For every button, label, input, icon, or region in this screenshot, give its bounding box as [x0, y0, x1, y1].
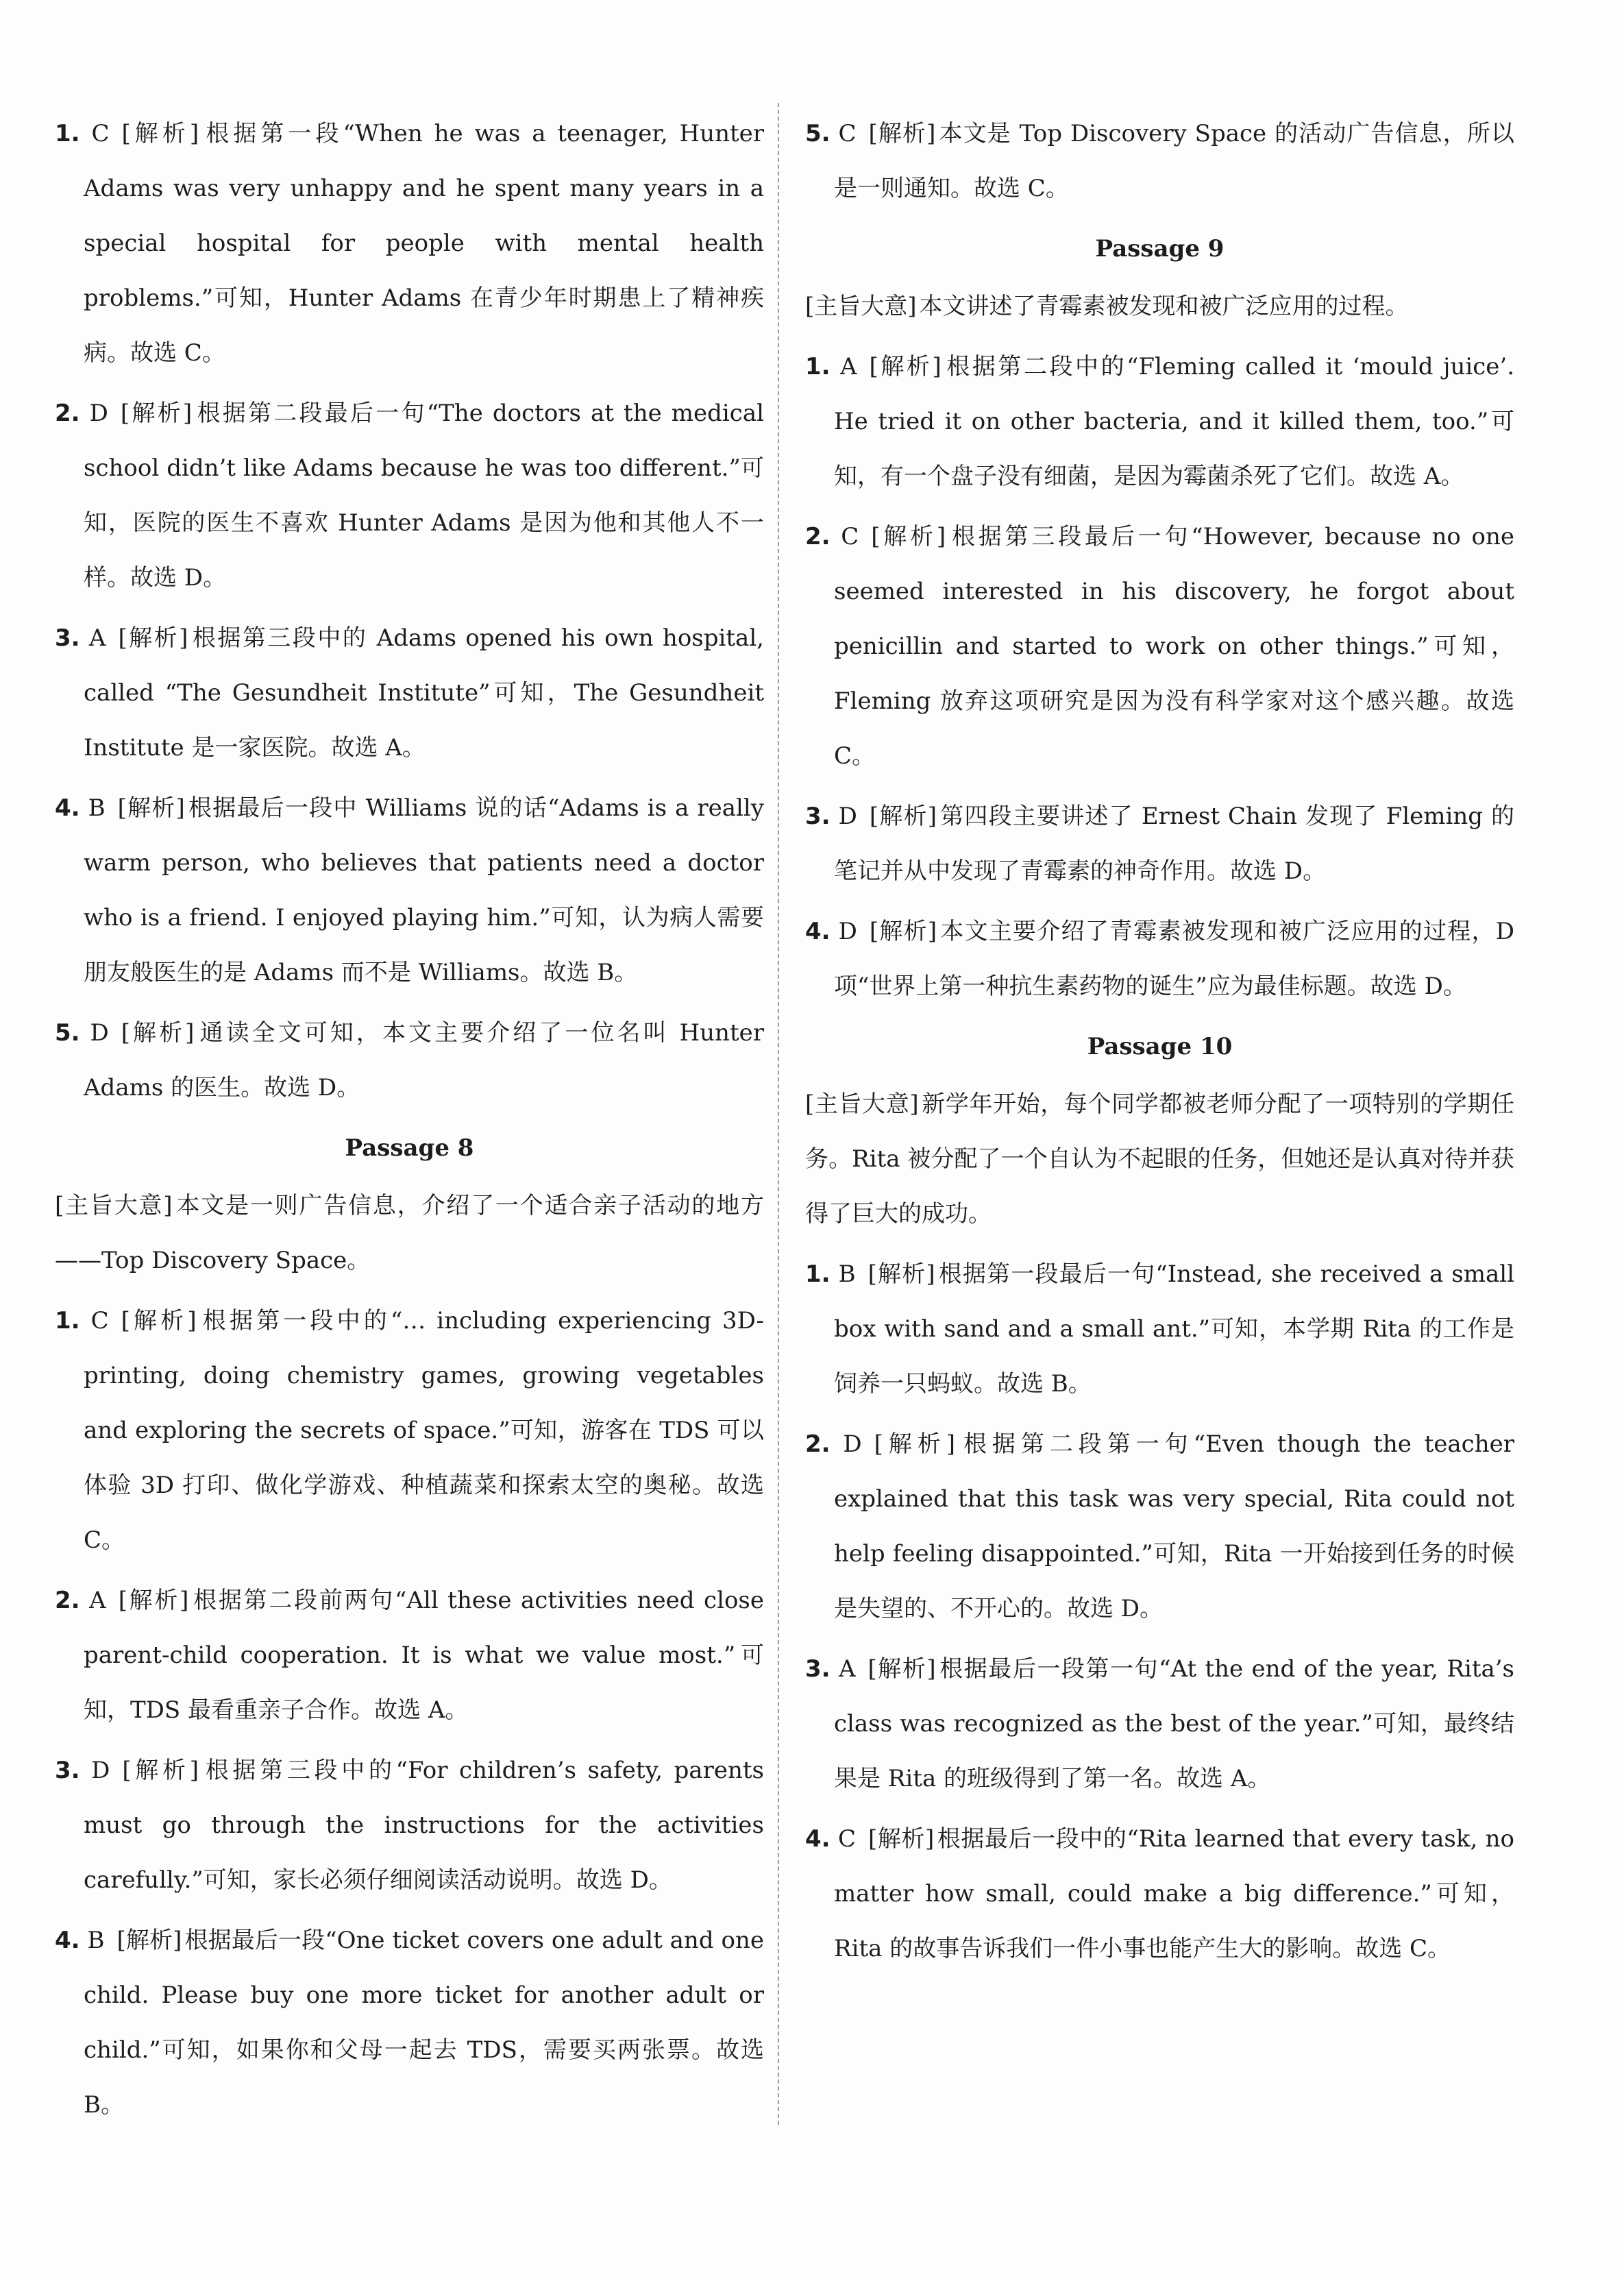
item-number: 4. [805, 918, 831, 945]
summary-tag: [主旨大意] [805, 1090, 919, 1118]
p9-item-3 [805, 789, 1514, 899]
p9-item-1 [805, 339, 1514, 504]
item-number: 4. [805, 1825, 831, 1853]
item-answer: A [89, 1587, 106, 1614]
item-answer: D [838, 918, 857, 945]
item-answer: B [838, 1260, 856, 1288]
analysis-tag: [解析] [122, 1757, 199, 1784]
summary-text: 本文讲述了青霉素被发现和被广泛应用的过程。 [919, 293, 1409, 320]
item-text: 根据最后一段中的“Rita learned that every task, no matter how small, could make a big difference.”可知，Rita 的故事告诉我们一件小事也能产生大的影响。故选 C。 [834, 1825, 1515, 1962]
item-number: 3. [805, 1655, 831, 1683]
p10-item-3 [805, 1642, 1514, 1806]
p8-item-4 [55, 1913, 764, 2132]
item-number: 3. [55, 624, 80, 652]
p7-item-5 [55, 1006, 764, 1115]
item-number: 1. [805, 353, 831, 380]
passage-8-heading: Passage 8 [345, 1134, 474, 1162]
item-text: 根据第一段“When he was a teenager, Hunter Adams was very unhappy and he spent many years in a special hospital for people with mental health problems.”可知，Hunter Adams 在青少年时期患上了精神疾病。故选 C。 [84, 120, 764, 367]
item-number: 2. [55, 400, 80, 427]
item-answer: A [839, 353, 857, 380]
analysis-tag: [解析] [121, 1307, 197, 1335]
item-answer: A [88, 624, 106, 652]
p7-item-2 [55, 386, 764, 605]
summary-tag: [主旨大意] [805, 293, 917, 320]
analysis-tag: [解析] [868, 1825, 935, 1853]
passage-9-heading: Passage 9 [1095, 235, 1225, 263]
item-number: 2. [55, 1587, 80, 1614]
p10-item-1 [805, 1247, 1514, 1411]
item-number: 1. [55, 1307, 80, 1335]
passage-10-heading: Passage 10 [1087, 1033, 1233, 1060]
analysis-tag: [解析] [869, 803, 937, 830]
p9-item-2 [805, 509, 1514, 783]
p8-item-1 [55, 1293, 764, 1568]
analysis-tag: [解析] [868, 1260, 935, 1288]
item-text: 根据最后一段中 Williams 说的话“Adams is a really warm person, who believes that patients need a doctor who is a friend. I enjoyed playing him.”可知，认为病人需要朋友般医生的是 Adams 而不是 Williams。故选 B。 [84, 794, 764, 986]
right-column [805, 106, 1514, 1982]
item-text: 第四段主要讲述了 Ernest Chain 发现了 Fleming 的笔记并从中发现了青霉素的神奇作用。故选 D。 [834, 803, 1514, 885]
item-answer: D [843, 1430, 862, 1458]
item-text: 通读全文可知，本文主要介绍了一位名叫 Hunter Adams 的医生。故选 D。 [84, 1019, 764, 1101]
p7-item-4 [55, 781, 764, 1000]
analysis-tag: [解析] [871, 523, 946, 550]
item-answer: A [838, 1655, 856, 1683]
p8-summary [55, 1178, 764, 1288]
p7-item-3 [55, 611, 764, 775]
p10-summary [805, 1077, 1514, 1241]
analysis-tag: [解析] [121, 120, 199, 147]
item-text: 根据第二段最后一句“The doctors at the medical school didn’t like Adams because he was too different.”可知，医院的医生不喜欢 Hunter Adams 是因为他和其他人不一样。故选 D。 [84, 400, 764, 592]
analysis-tag: [解析] [118, 624, 188, 652]
item-number: 4. [55, 794, 80, 822]
analysis-tag: [解析] [868, 120, 936, 147]
analysis-tag: [解析] [874, 1430, 956, 1458]
item-text: 根据第二段中的“Fleming called it ‘mould juice’. He tried it on other bacteria, and it killed them, too.”可知，有一个盘子没有细菌，是因为霉菌杀死了它们。故选 A。 [834, 353, 1515, 490]
item-text: 根据第三段最后一句“However, because no one seemed interested in his discovery, he forgot about penicillin and started to work on other things.”可知，Fleming 放弃这项研究是因为没有科学家对这个感兴趣。故选 C。 [834, 523, 1514, 770]
analysis-tag: [解析] [120, 400, 193, 427]
p7-item-1 [55, 106, 764, 380]
item-number: 1. [55, 120, 80, 147]
item-text: 根据最后一段“One ticket covers one adult and one child. Please buy one more ticket for another adult or child.”可知，如果你和父母一起去 TDS，需要买两张票。故选 B。 [84, 1927, 765, 2119]
item-answer: C [841, 523, 859, 550]
item-text: 本文主要介绍了青霉素被发现和被广泛应用的过程，D 项“世界上第一种抗生素药物的诞生”应为最佳标题。故选 D。 [834, 918, 1514, 1000]
item-number: 3. [55, 1757, 80, 1784]
item-number: 4. [55, 1927, 80, 1954]
analysis-tag: [解析] [869, 918, 937, 945]
summary-text: 本文是一则广告信息，介绍了一个适合亲子活动的地方——Top Discovery Space。 [55, 1192, 764, 1274]
item-answer: D [838, 803, 857, 830]
analysis-tag: [解析] [118, 1587, 189, 1614]
item-text: 根据第一段最后一句“Instead, she received a small box with sand and a small ant.”可知，本学期 Rita 的工作是饲养一只蚂蚁。故选 B。 [834, 1260, 1515, 1398]
p8-item-5 [805, 106, 1514, 216]
item-answer: C [838, 120, 857, 147]
analysis-tag: [解析] [117, 794, 185, 822]
item-number: 1. [805, 1260, 831, 1288]
item-text: 根据第一段中的“… including experiencing 3D-printing, doing chemistry games, growing vegetables and exploring the secrets of space.”可知，游客在 TDS 可以体验 3D 打印、做化学游戏、种植蔬菜和探索太空的奥秘。故选 C。 [84, 1307, 765, 1554]
analysis-tag: [解析] [121, 1019, 195, 1047]
item-text: 根据第三段中的 Adams opened his own hospital, called “The Gesundheit Institute”可知，The Gesundheit Institute 是一家医院。故选 A。 [84, 624, 764, 761]
item-answer: C [837, 1825, 856, 1853]
item-number: 5. [55, 1019, 80, 1047]
p10-item-4 [805, 1812, 1514, 1976]
item-answer: D [91, 1757, 110, 1784]
summary-tag: [主旨大意] [55, 1192, 173, 1219]
column-divider [778, 103, 779, 2125]
analysis-tag: [解析] [868, 1655, 936, 1683]
item-number: 5. [805, 120, 831, 147]
item-answer: C [91, 120, 110, 147]
summary-text: 新学年开始，每个同学都被老师分配了一项特别的学期任务。Rita 被分配了一个自认为不起眼的任务，但她还是认真对待并获得了巨大的成功。 [805, 1090, 1514, 1228]
p9-summary [805, 279, 1514, 334]
item-answer: D [90, 1019, 109, 1047]
p9-item-4 [805, 904, 1514, 1014]
p10-item-2 [805, 1417, 1514, 1636]
item-text: 本文是 Top Discovery Space 的活动广告信息，所以是一则通知。故选 C。 [834, 120, 1514, 202]
left-column [55, 106, 764, 2138]
p8-item-3 [55, 1743, 764, 1908]
item-text: 根据第三段中的“For children’s safety, parents must go through the instructions for the activities carefully.”可知，家长必须仔细阅读活动说明。故选 D。 [84, 1757, 765, 1894]
item-answer: C [90, 1307, 109, 1335]
item-text: 根据最后一段第一句“At the end of the year, Rita’s class was recognized as the best of the year.”可知，最终结果是 Rita 的班级得到了第一名。故选 A。 [834, 1655, 1515, 1792]
item-answer: B [87, 1927, 105, 1954]
p8-item-2 [55, 1573, 764, 1738]
item-text: 根据第二段第一句“Even though the teacher explained that this task was very special, Rita could not help feeling disappointed.”可知，Rita 一开始接到任务的时候是失望的、不开心的。故选 D。 [834, 1430, 1514, 1622]
item-number: 3. [805, 803, 831, 830]
item-answer: B [88, 794, 106, 822]
analysis-tag: [解析] [116, 1927, 182, 1954]
item-number: 2. [805, 1430, 831, 1458]
item-answer: D [89, 400, 108, 427]
item-number: 2. [805, 523, 831, 550]
item-text: 根据第二段前两句“All these activities need close parent-child cooperation. It is what we value most.”可知，TDS 最看重亲子合作。故选 A。 [84, 1587, 765, 1724]
analysis-tag: [解析] [869, 353, 942, 380]
